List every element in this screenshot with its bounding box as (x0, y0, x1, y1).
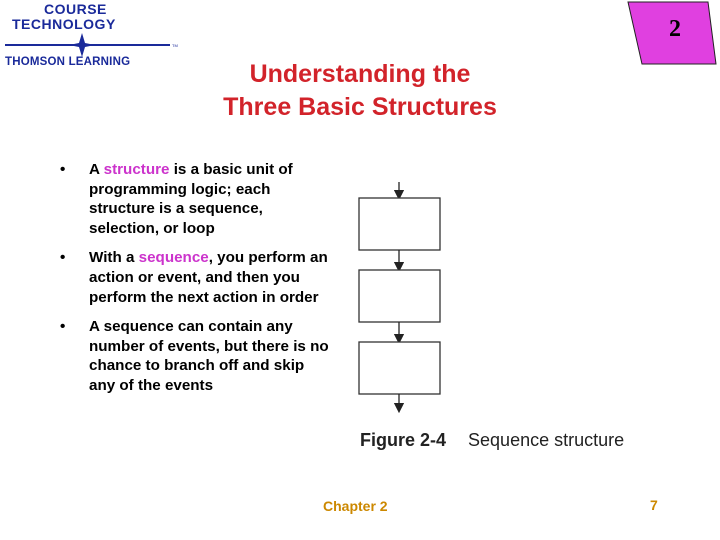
bullet-item: • With a sequence, you perform an action or event, and then you perform the next action in order (60, 249, 328, 306)
sequence-step-box-3 (359, 342, 440, 394)
term-sequence: sequence (138, 249, 209, 267)
sequence-step-box-2 (359, 270, 440, 322)
logo-course-text: COURSE (44, 1, 107, 17)
title-line-2: Three Basic Structures (223, 93, 497, 121)
figure-caption-text: Sequence structure (468, 430, 625, 450)
figure-label: Figure 2-4 (360, 430, 447, 450)
term-structure: structure (103, 161, 170, 178)
bullet-item: • A structure is a basic unit of programming logic; each structure is a sequence, selection, or loop (60, 161, 293, 237)
footer-chapter: Chapter 2 (323, 498, 388, 514)
bullet-dot-icon: • (60, 318, 66, 336)
slide-title (150, 58, 570, 124)
bullet-item: • A sequence can contain any number of events, but there is no chance to branch off and skip any of the events (60, 318, 329, 394)
footer-page-number: 7 (650, 497, 658, 513)
bullet-dot-icon: • (60, 161, 66, 178)
chapter-badge-number: 2 (669, 16, 681, 42)
logo-technology-text: TECHNOLOGY (12, 16, 116, 32)
svg-text:TM: TM (172, 43, 178, 48)
title-line-1: Understanding the (249, 60, 471, 88)
sequence-diagram (350, 178, 460, 418)
bullet-list (60, 160, 330, 406)
sequence-step-box-1 (359, 198, 440, 250)
bullet-dot-icon: • (60, 249, 66, 267)
logo-thomson-text: THOMSON LEARNING (5, 56, 131, 68)
figure-caption (360, 430, 624, 451)
